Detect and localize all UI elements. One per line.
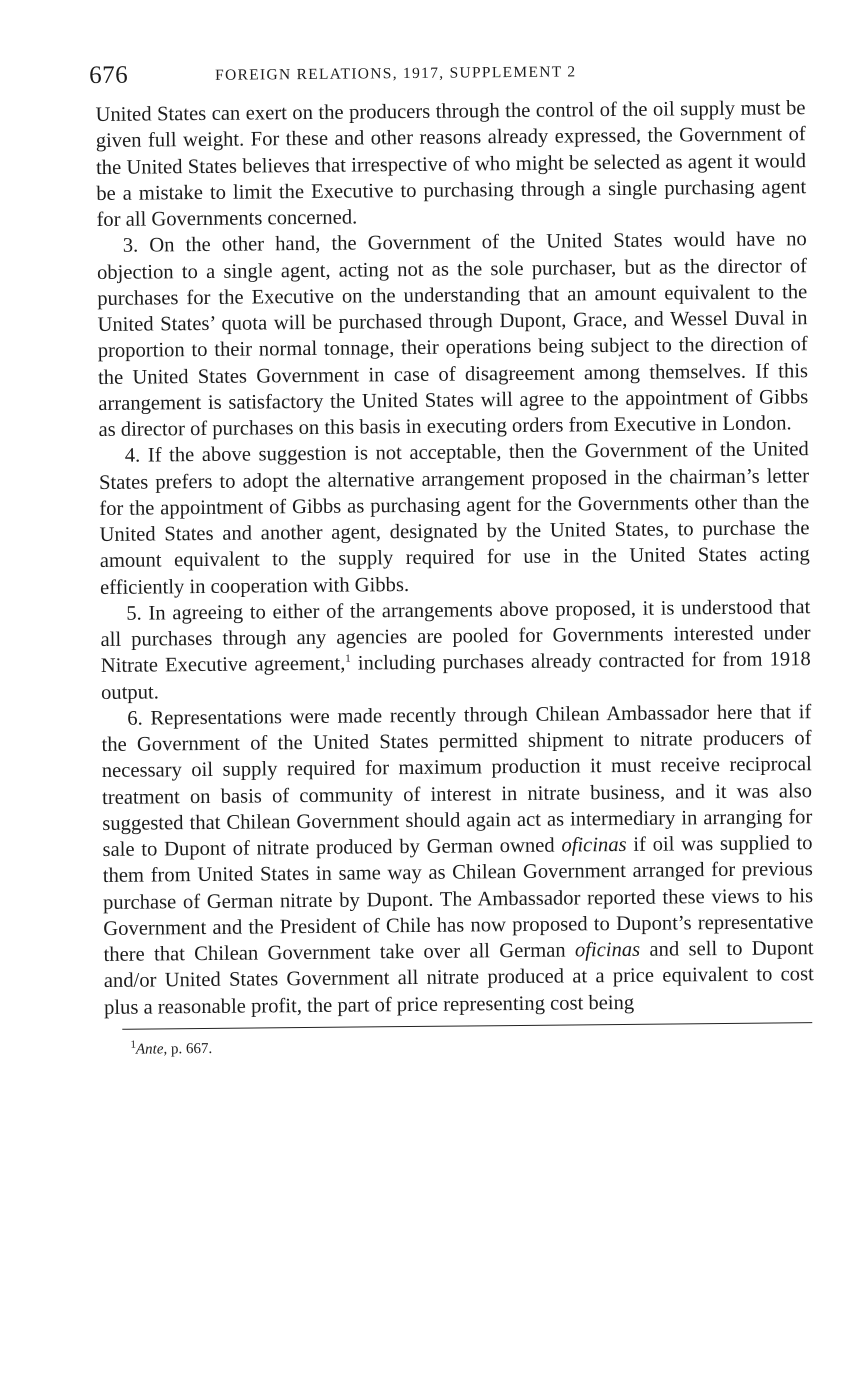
paragraph-6-italic-term-2: oficinas [574,938,641,962]
footnote-reference: 1 [345,652,351,666]
page-number: 676 [89,61,129,90]
footnote-ref-italic: Ante, [135,1041,168,1058]
paragraph-6-italic-term-1: oficinas [561,833,627,857]
paragraph-5-text-b: including purchases already contracted for from 1918 output. [100,648,811,704]
running-head [89,55,805,102]
paragraph-6-text-b: if oil was supplied to them from United States in same way as Chilean Government arranged for previous purchase of German nitrate by Dupont. The Ambassador reported these views to his Government and the President of Chile has now proposed to Dupont’s representative there that Chilean Government take over all German [102,832,814,966]
footnote-divider [122,1022,812,1030]
footnote-ref-text: p. 667. [167,1040,213,1058]
paragraph-3: 3. On the other hand, the Government of the United States would have no objection to a single agent, acting not as the sole purchaser, but as the director of purchases for the Executive on the understanding that an amount equivalent to the United States’ quota will be purchased through Dupont, Grace, and Wessel Duval in proportion to their normal tonnage, their operations being subject to the direction of the United States Government in case of disagreement among themselves. If this arrangement is satisfactory the United States will agree to the appointment of Gibbs as director of purchases on this basis in executing orders from Executive in London. [96,228,809,441]
paragraph-4: 4. If the above suggestion is not acceptable, then the Government of the United States prefers to adopt the alternative arrangement proposed in the chairman’s letter for the appointment of Gibbs as purchasing agent for the Governments other than the United States and another agent, designated by the United States, to purchase the amount equivalent to the supply required for use in the United States acting efficiently in cooperation with Gibbs. [98,438,810,599]
paragraph-5 [100,594,811,706]
paragraph-continuation: United States can exert on the producers through the control of the oil supply must be given full weight. For these and other reasons already expressed, the Government of the United States believes that irrespective of who might be selected as agent it would be a mistake to limit the Executive to purchasing through a single purchasing agent for all Governments concerned. [95,97,807,231]
body-text [95,95,814,1021]
paragraph-6-text-a: 6. Representations were made recently through Chilean Ambassador here that if the Government of the United States permitted shipment to nitrate producers of necessary oil supply required for maximum production it must receive reciprocal treatment on basis of community of interest in nitrate business, and it was also suggested that Chilean Government should again act as intermediary in arranging for sale to Dupont of nitrate produced by German owned [101,700,813,861]
document-page [89,55,815,1059]
footnote [130,1035,814,1059]
footnote-marker: 1 [130,1038,136,1051]
running-title: FOREIGN RELATIONS, 1917, SUPPLEMENT 2 [215,63,577,84]
paragraph-5-text-a: 5. In agreeing to either of the arrangements above proposed, it is understood that all purchases through any agencies are pooled for Governments interested under Nitrate Executive agreement, [100,595,811,678]
paragraph-6 [101,699,814,1021]
paragraph-6-text-c: and sell to Dupont and/or United States Government all nitrate produced at a price equivalent to cost plus a reasonable profit, the part of price representing cost being [103,937,814,1019]
